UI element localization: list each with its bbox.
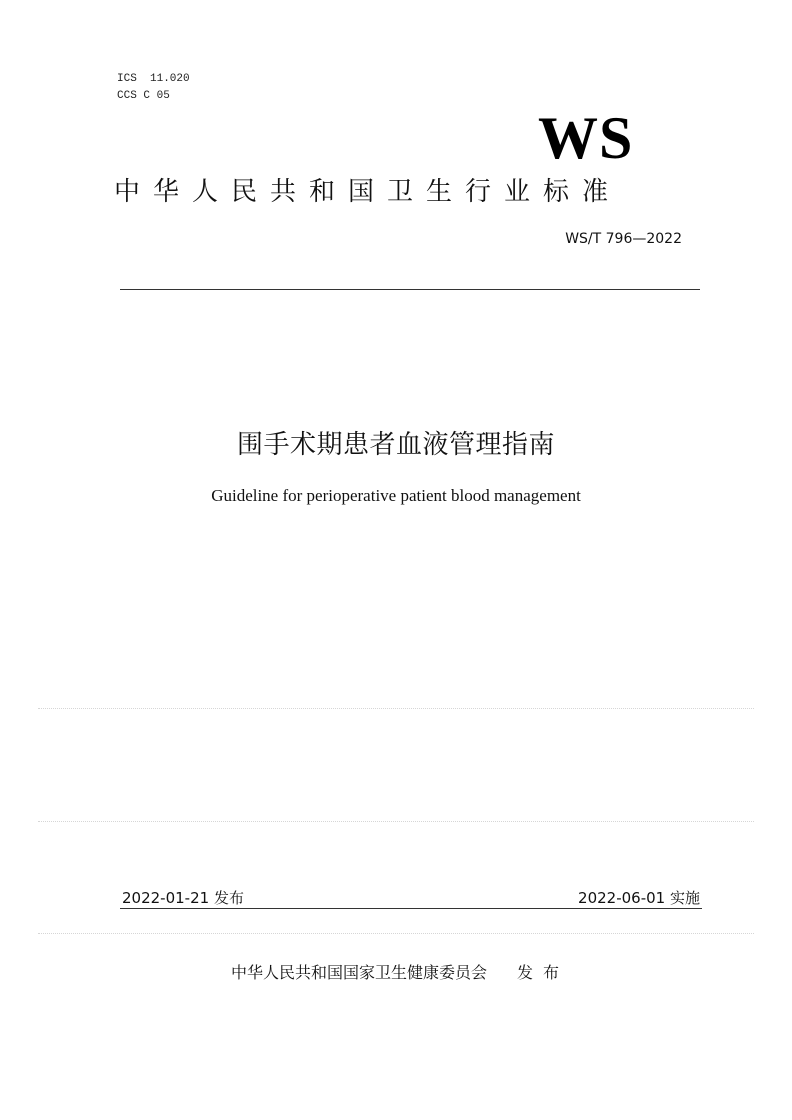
ics-code: ICS 11.020: [117, 73, 190, 85]
document-title-chinese: 围手术期患者血液管理指南: [236, 430, 555, 460]
ccs-code: CCS C 05: [117, 90, 170, 102]
top-divider: [120, 289, 700, 290]
issue-action: 发布: [517, 963, 570, 982]
bottom-divider: [120, 908, 702, 909]
issuer-name: 中华人民共和国国家卫生健康委员会: [231, 963, 488, 982]
dotted-guide-line: [38, 708, 754, 709]
implementation-date: 2022-06-01 实施: [578, 889, 700, 907]
classification-codes: [117, 71, 190, 105]
issuing-authority: [231, 960, 569, 983]
ws-logo: WS: [538, 105, 634, 171]
dotted-guide-line: [38, 933, 754, 934]
industry-standard-heading: 中华人民共和国卫生行业标准: [114, 177, 622, 207]
standard-number: WS/T 796—2022: [565, 231, 682, 247]
release-date: 2022-01-21 发布: [122, 889, 244, 907]
document-title-english: Guideline for perioperative patient blood management: [211, 486, 581, 505]
dotted-guide-line: [38, 821, 754, 822]
